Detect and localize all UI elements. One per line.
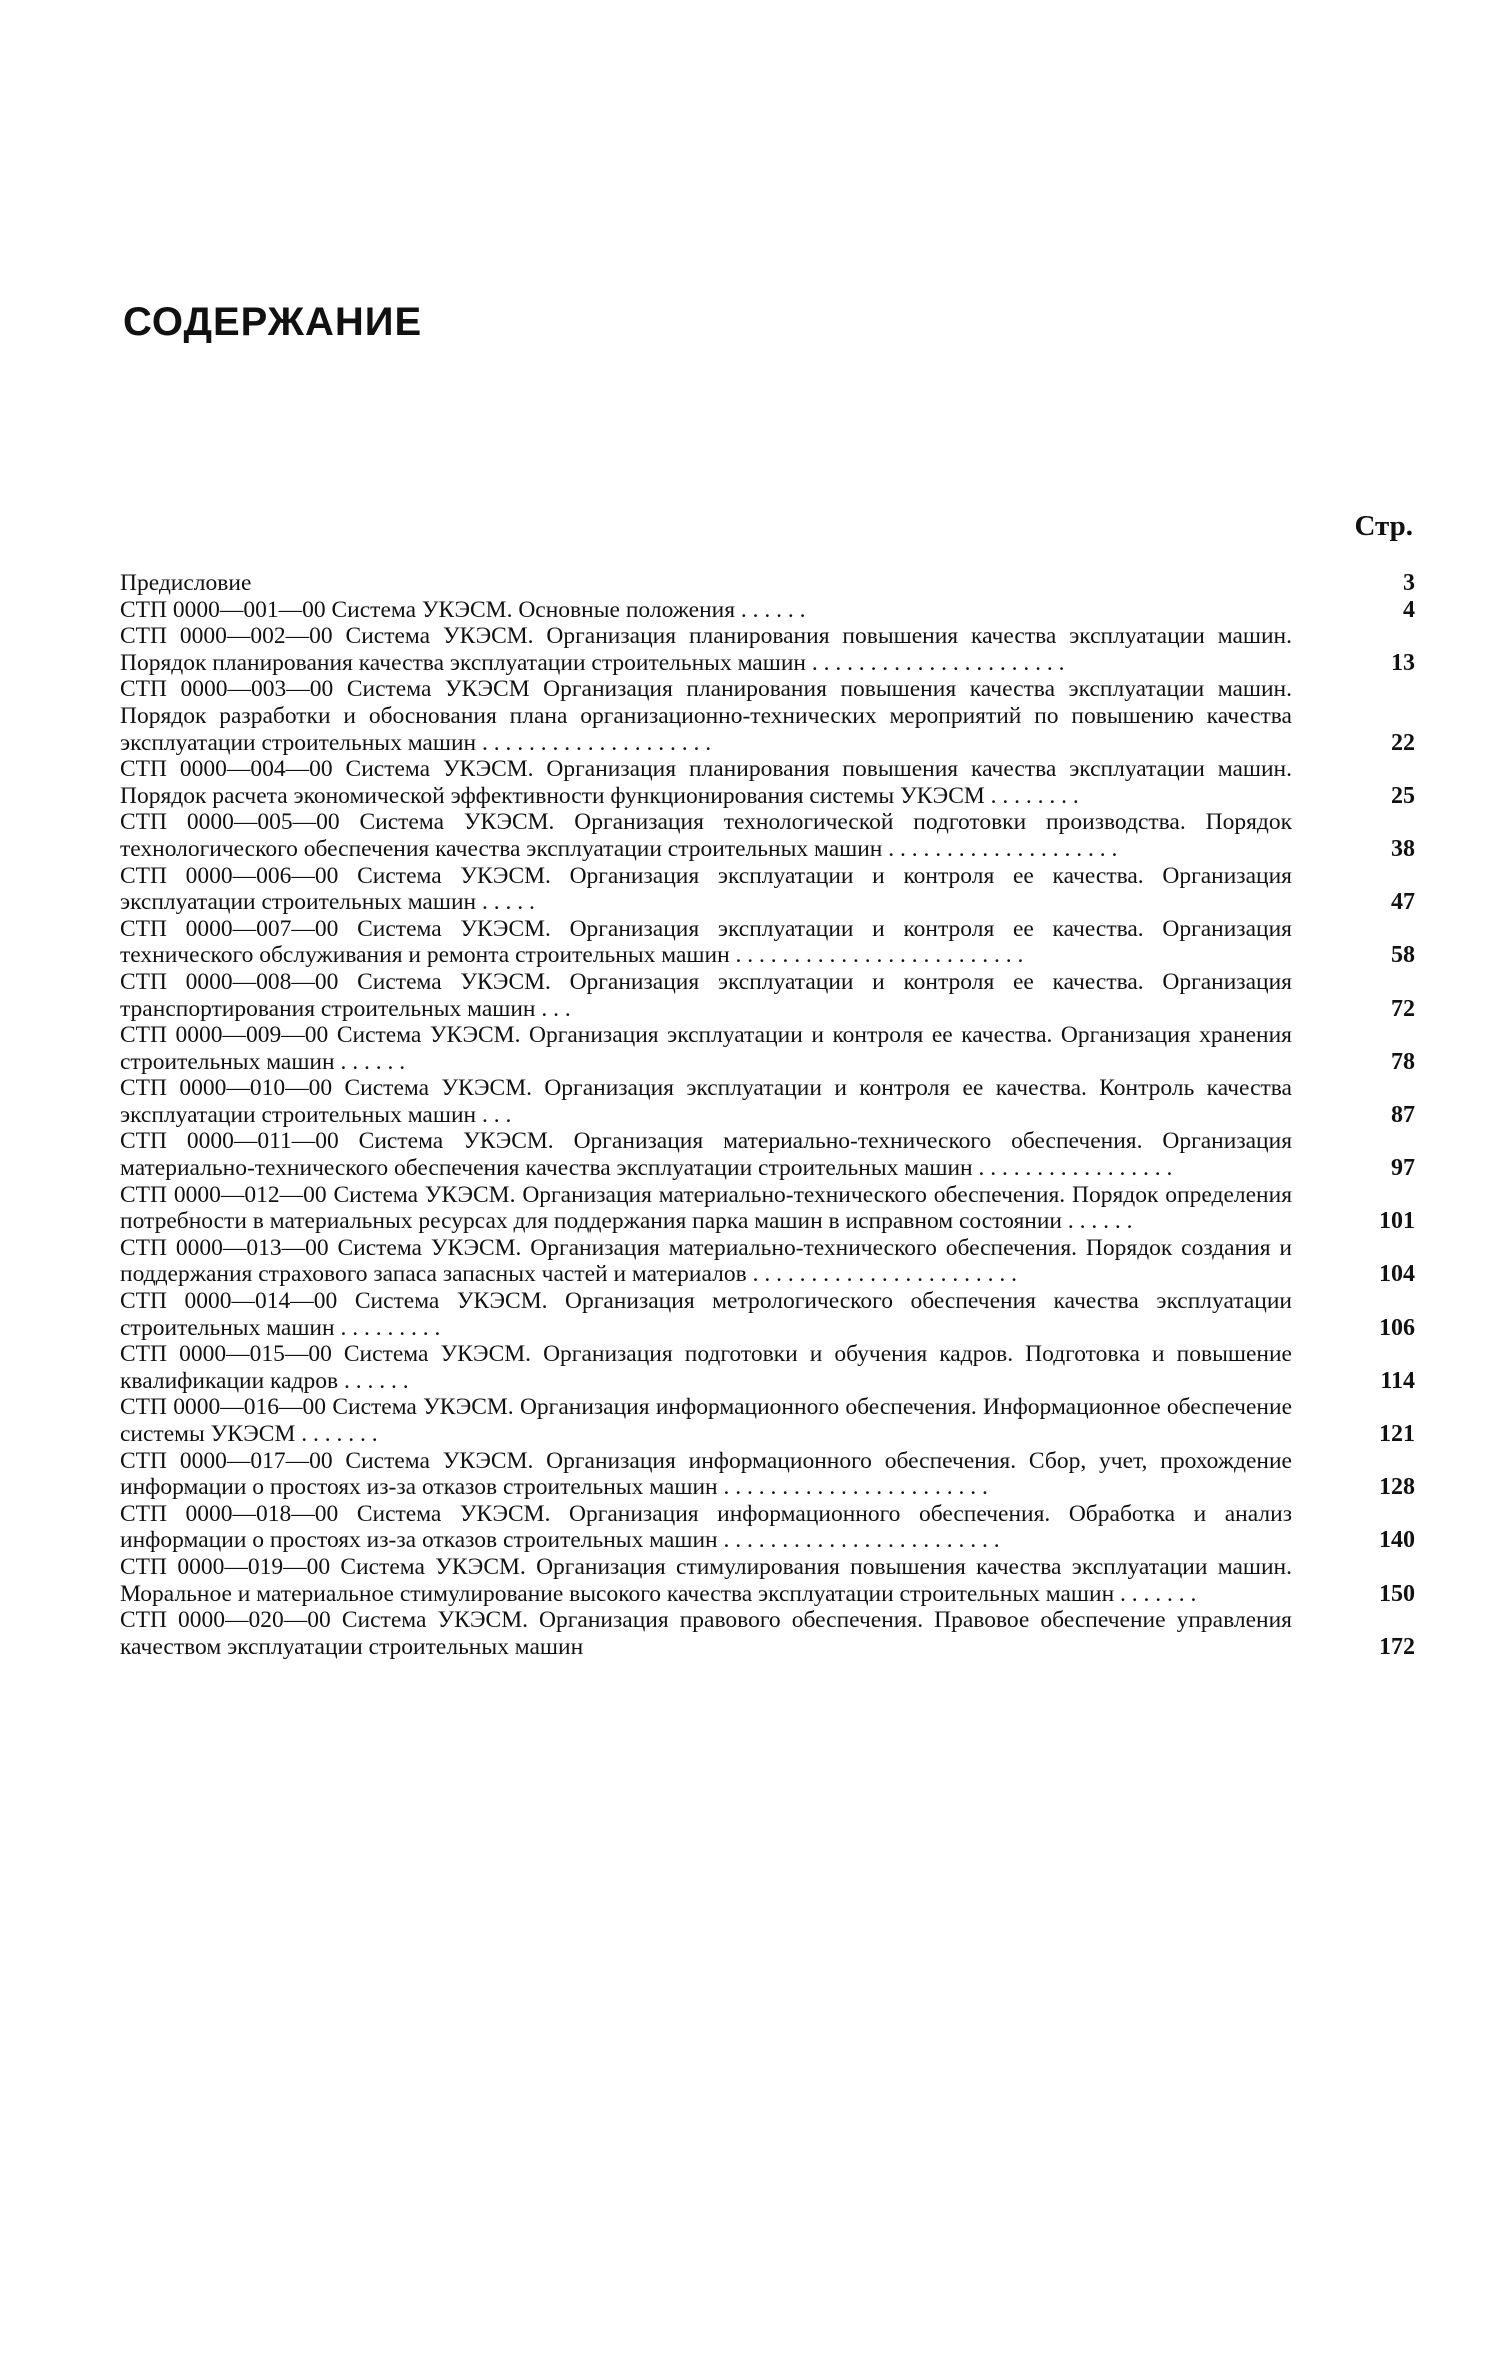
toc-entry[interactable]: [120, 1022, 1415, 1075]
toc-entry-title: СТП 0000—008—00 Система УКЭСМ. Организация эксплуатации и контроля ее качества. Организация транспортирования строительных машин . . .: [120, 968, 1292, 1022]
toc-entry-page: 22: [1391, 729, 1415, 756]
toc-entry[interactable]: [120, 1341, 1415, 1394]
toc-entry-page: 150: [1379, 1580, 1415, 1607]
toc-entry[interactable]: [120, 1235, 1415, 1288]
page-title: СОДЕРЖАНИЕ: [123, 300, 423, 344]
toc-entry-title: СТП 0000—003—00 Система УКЭСМ Организация планирования повышения качества эксплуатации машин. Порядок разработки и обоснования плана организационно-технических мероприятий по повышению качества эксплуатации строительных машин . . . . . . . . . . . . . . . . . . . .: [120, 676, 1292, 756]
toc-entry[interactable]: [120, 623, 1415, 676]
toc-entry-page: 78: [1391, 1048, 1415, 1075]
toc-entry-page: 121: [1379, 1421, 1415, 1447]
toc-entry[interactable]: [120, 1501, 1415, 1554]
toc-entry-title: СТП 0000—009—00 Система УКЭСМ. Организация эксплуатации и контроля ее качества. Организация хранения строительных машин . . . . . .: [120, 1022, 1292, 1075]
toc-entry-title: СТП 0000—012—00 Система УКЭСМ. Организация материально-технического обеспечения. Порядок определения потребности в материальных ресурсах для поддержания парка машин в исправном состоянии . . . . . .: [120, 1181, 1292, 1235]
toc-entry-page: 101: [1379, 1208, 1415, 1235]
toc-entry-title: СТП 0000—018—00 Система УКЭСМ. Организация информационного обеспечения. Обработка и анализ информации о простоях из-за отказов строительных машин . . . . . . . . . . . . . . . . . . . . . . . .: [120, 1500, 1292, 1554]
toc-entry[interactable]: [120, 969, 1415, 1022]
toc-entry-title: СТП 0000—016—00 Система УКЭСМ. Организация информационного обеспечения. Информационное обеспечение системы УКЭСМ . . . . . . .: [120, 1394, 1292, 1447]
toc-entry[interactable]: [120, 1448, 1415, 1501]
toc-entry-title: СТП 0000—017—00 Система УКЭСМ. Организация информационного обеспечения. Сбор, учет, прохождение информации о простоях из-за отказов строительных машин . . . . . . . . . . . . . . . . . . . . . . .: [120, 1447, 1292, 1501]
toc-entry-page: 114: [1380, 1367, 1415, 1394]
toc-entry-page: 97: [1391, 1155, 1415, 1182]
toc-entry-page: 72: [1391, 995, 1415, 1022]
toc-entry[interactable]: [120, 570, 1415, 597]
toc-entry[interactable]: [120, 1075, 1415, 1128]
toc-entry-title: СТП 0000—011—00 Система УКЭСМ. Организация материально-технического обеспечения. Организация материально-технического обеспечения качества эксплуатации строительных машин . . . . . . . . . . . . . . . . .: [120, 1128, 1292, 1182]
toc-entry-page: 106: [1379, 1314, 1415, 1341]
toc-entry[interactable]: [120, 1394, 1415, 1447]
toc-entry-title: СТП 0000—007—00 Система УКЭСМ. Организация эксплуатации и контроля ее качества. Организация технического обслуживания и ремонта строительных машин . . . . . . . . . . . . . . . . . . . . . . . . .: [120, 915, 1292, 969]
toc-entry[interactable]: [120, 1128, 1415, 1181]
toc-entry[interactable]: [120, 756, 1415, 809]
toc-entry[interactable]: [120, 1554, 1415, 1607]
toc-entry-title: СТП 0000—015—00 Система УКЭСМ. Организация подготовки и обучения кадров. Подготовка и повышение квалификации кадров . . . . . .: [120, 1341, 1292, 1394]
toc-entry-page: 47: [1391, 889, 1415, 916]
toc-entry-title: СТП 0000—005—00 Система УКЭСМ. Организация технологической подготовки производства. Порядок технологического обеспечения качества эксплуатации строительных машин . . . . . . . . . . . . . . . . . . . .: [120, 809, 1292, 862]
toc-entry-page: 87: [1391, 1101, 1415, 1128]
toc-entry-page: 25: [1391, 782, 1415, 809]
toc-entry-title: СТП 0000—006—00 Система УКЭСМ. Организация эксплуатации и контроля ее качества. Организация эксплуатации строительных машин . . . . .: [120, 862, 1292, 916]
toc-entry-page: 172: [1379, 1633, 1415, 1660]
toc-entry[interactable]: [120, 809, 1415, 862]
toc-entry[interactable]: [120, 1607, 1415, 1660]
toc-entry-title: СТП 0000—014—00 Система УКЭСМ. Организация метрологического обеспечения качества эксплуатации строительных машин . . . . . . . . .: [120, 1288, 1292, 1341]
toc-entry-title: СТП 0000—020—00 Система УКЭСМ. Организация правового обеспечения. Правовое обеспечение управления качеством эксплуатации строительных машин: [120, 1607, 1292, 1660]
toc-entry-page: 128: [1379, 1474, 1415, 1501]
toc-entry-title: СТП 0000—001—00 Система УКЭСМ. Основные положения . . . . . .: [120, 596, 806, 623]
toc-entry[interactable]: [120, 1182, 1415, 1235]
toc-entry-title: Предисловие: [120, 570, 252, 596]
toc-entry-title: СТП 0000—010—00 Система УКЭСМ. Организация эксплуатации и контроля ее качества. Контроль качества эксплуатации строительных машин . . .: [120, 1075, 1292, 1128]
toc-entry-page: 3: [1403, 570, 1415, 596]
toc-entry[interactable]: [120, 1288, 1415, 1341]
toc-entry-page: 4: [1403, 596, 1415, 623]
page-column-label: Стр.: [1354, 510, 1413, 542]
toc-entry-page: 140: [1379, 1527, 1415, 1554]
toc-entry-page: 104: [1379, 1261, 1415, 1288]
toc-entry[interactable]: [120, 863, 1415, 916]
toc-entry[interactable]: [120, 597, 1415, 624]
toc-entry-title: СТП 0000—004—00 Система УКЭСМ. Организация планирования повышения качества эксплуатации машин. Порядок расчета экономической эффективности функционирования системы УКЭСМ . . . . . . . .: [120, 756, 1292, 809]
toc-entry-page: 13: [1391, 649, 1415, 676]
toc-entry-title: СТП 0000—013—00 Система УКЭСМ. Организация материально-технического обеспечения. Порядок создания и поддержания страхового запаса запасных частей и материалов . . . . . . . . . . . . . . . . . . . . . . .: [120, 1234, 1292, 1288]
toc-entry-page: 58: [1391, 942, 1415, 969]
toc-entry[interactable]: [120, 676, 1415, 756]
toc-entry-page: 38: [1391, 835, 1415, 862]
table-of-contents: [120, 570, 1415, 1660]
toc-entry-title: СТП 0000—019—00 Система УКЭСМ. Организация стимулирования повышения качества эксплуатации машин. Моральное и материальное стимулирование высокого качества эксплуатации строительных машин . . . . . . .: [120, 1553, 1292, 1607]
toc-entry[interactable]: [120, 916, 1415, 969]
toc-entry-title: СТП 0000—002—00 Система УКЭСМ. Организация планирования повышения качества эксплуатации машин. Порядок планирования качества эксплуатации строительных машин . . . . . . . . . . . . . . . . . . . . . .: [120, 623, 1292, 676]
